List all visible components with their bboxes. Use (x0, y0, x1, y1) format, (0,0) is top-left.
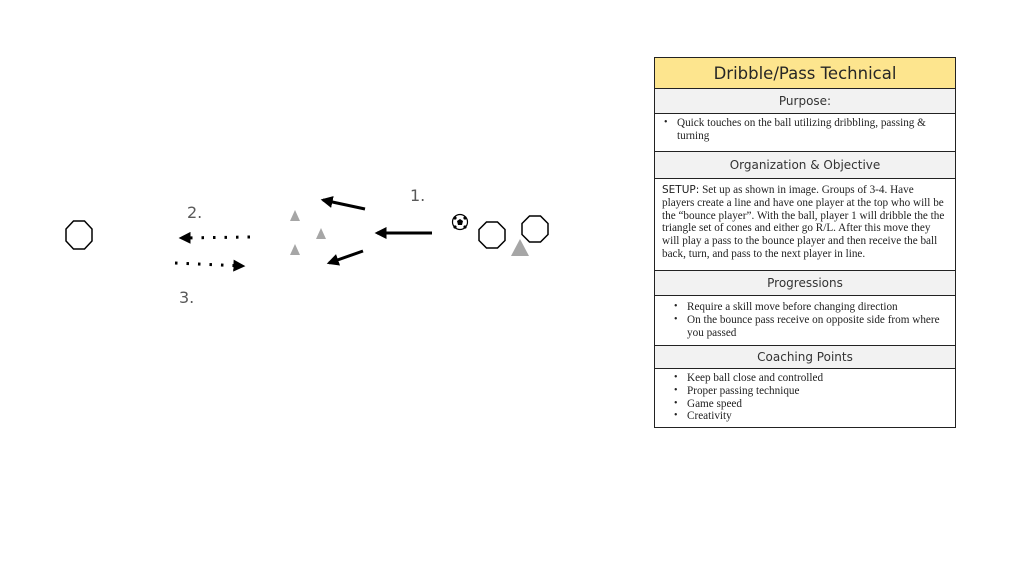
progression-item: • Require a skill move before changing direction (687, 301, 947, 314)
cone-icon (290, 244, 300, 255)
cone-icon (290, 210, 300, 221)
pass-arrow-to-bounce (181, 237, 250, 238)
coaching-item: • Proper passing technique (687, 385, 947, 398)
progressions-body (655, 296, 956, 346)
dribble-arrow-left-down (329, 251, 363, 263)
coaching-item: • Game speed (687, 398, 947, 411)
step-label-2: 2. (187, 203, 203, 222)
soccer-ball-icon (453, 215, 468, 230)
drill-title: Dribble/Pass Technical (655, 58, 956, 89)
player-1-marker-icon (479, 222, 505, 248)
organization-heading: Organization & Objective (655, 152, 956, 179)
coaching-item: • Keep ball close and controlled (687, 372, 947, 385)
purpose-body (655, 114, 956, 152)
player-2-marker-icon (522, 216, 548, 242)
purpose-item: • Quick touches on the ball utilizing dribbling, passing & turning (677, 117, 947, 143)
start-cone-icon (511, 239, 529, 256)
dribble-arrow-left-up (323, 200, 365, 209)
setup-text: Set up as shown in image. Groups of 3-4. Have players create a line and have one player at the top who will be the “bounce player”. With the ball, player 1 will dribble the the triangle set of cones and either go R/L. After this move they will play a pass to the bounce player and then receive the ball back, turn, and pass to the next player in line. (662, 184, 945, 260)
step-label-3: 3. (179, 288, 195, 307)
coaching-item: • Creativity (687, 410, 947, 423)
organization-body (655, 179, 956, 271)
coaching-body (655, 369, 956, 428)
step-label-1: 1. (410, 186, 426, 205)
progressions-heading: Progressions (655, 271, 956, 296)
progression-item: • On the bounce pass receive on opposite side from where you passed (687, 314, 947, 340)
cone-icon (316, 228, 326, 239)
purpose-heading: Purpose: (655, 89, 956, 114)
coaching-heading: Coaching Points (655, 346, 956, 369)
drill-info-panel (654, 57, 956, 428)
bounce-player-marker-icon (66, 221, 92, 249)
setup-lead: SETUP: (662, 184, 700, 196)
pass-arrow-return (175, 263, 243, 266)
